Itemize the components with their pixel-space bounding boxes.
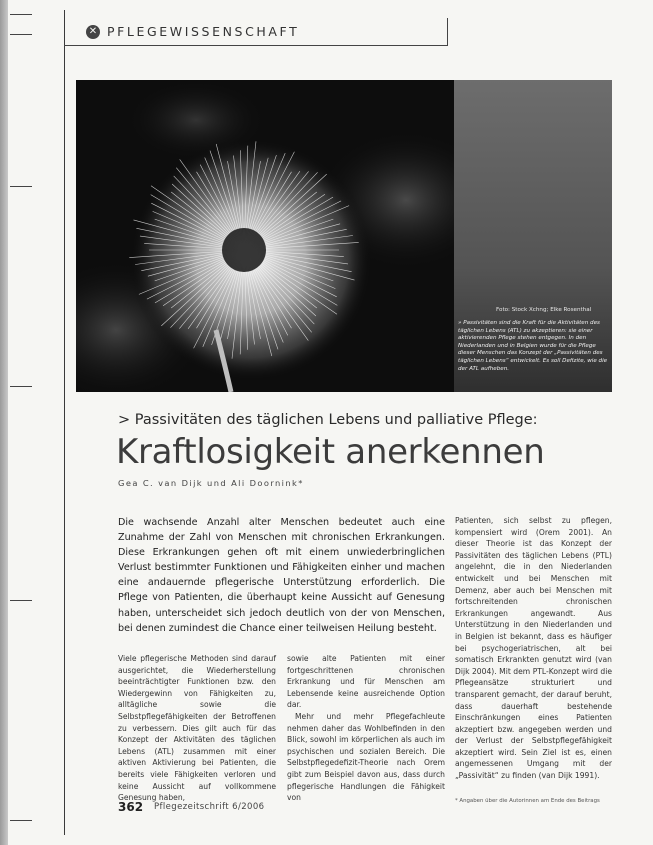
section-logo-icon: ✕ <box>86 25 100 39</box>
article-authors: Gea C. van Dijk und Ali Doornink* <box>118 478 304 488</box>
paragraph: Viele pflegerische Methoden sind darauf ausgerichtet, die Wiederherstellung beeinträchtigter Funktionen bzw. den Wiedergewinn von Fähigkeiten zu, alltägliche sowie die Selbstpflegefähigkeiten der Betroffenen zu verbessern. Dies gilt auch für das Konzept der Aktivitäten des täglichen Lebens (ATL) zusammen mit einer aktiven Aktivierung bei Patienten, die bereits viele Fähigkeiten verloren und keine Aussicht auf vollkommene Genesung haben, <box>118 654 276 803</box>
body-column-2 <box>287 653 445 804</box>
article-lead: Die wachsende Anzahl alter Menschen bedeutet auch eine Zunahme der Zahl von Menschen mit chronischen Erkrankungen. Diese Erkrankungen gehen oft mit einem unwiederbringlichen Verlust bestimmter Funktionen und Fähigkeiten einher und machen eine andauernde pflegerische Unterstützung erforderlich. Die Pflege von Patienten, die überhaupt keine Aussicht auf Genesung haben, unterscheidet sich jedoch deutlich von der von Menschen, bei denen zumindest die Chance einer teilweisen Heilung besteht. <box>118 517 445 634</box>
article-kicker: > Passivitäten des täglichen Lebens und palliative Pflege: <box>118 412 538 428</box>
margin-tick <box>10 820 32 821</box>
section-label: PFLEGEWISSENSCHAFT <box>107 24 300 39</box>
margin-tick <box>10 34 32 35</box>
paragraph: sowie alte Patienten mit einer fortgeschrittenen chronischen Erkrankung und für Menschen am Lebensende keine ausreichende Option dar. <box>287 654 445 710</box>
header-rule <box>64 45 448 46</box>
dandelion-illustration <box>76 80 454 392</box>
body-column-3 <box>455 515 612 782</box>
margin-tick <box>10 386 32 387</box>
margin-tick <box>10 600 32 601</box>
margin-tick <box>10 186 32 187</box>
page-number: 362 <box>118 800 144 814</box>
paragraph: Mehr und mehr Pflegefachleute nehmen daher das Wohlbefinden in den Blick, sowohl im körperlichen als auch im psychischen und sozialen Bereich. Die Selbstpflegedefizit-Theorie nach Orem gibt zum Beispiel davon aus, dass durch pflegerische Handlungen die Fähigkeit von <box>287 711 445 803</box>
header-divider <box>447 18 448 46</box>
dandelion-photo <box>76 80 454 392</box>
journal-name: Pflegezeitschrift 6/2006 <box>154 802 265 812</box>
margin-tick <box>10 14 32 15</box>
author-footnote: * Angaben über die Autorinnen am Ende des Beitrags <box>455 798 600 804</box>
body-column-1 <box>118 653 276 804</box>
binding-shadow <box>0 0 8 845</box>
paragraph: Patienten, sich selbst zu pflegen, kompensiert wird (Orem 2001). An dieser Theorie ist das Konzept der Passivitäten des täglichen Lebens (PTL) angelehnt, die in den Niederlanden entwickelt und bei Menschen mit Demenz, aber auch bei Menschen mit fortschreitenden chronischen Erkrankungen angewandt. Aus Unterstützung in den Niederlanden und in Belgien ist bekannt, dass es häufiger bei psychogeriatrischen, alt bei somatisch Erkrankten genutzt wird (van Dijk 2004). Mit dem PTL-Konzept wird die Pflegeansätze strukturiert und transparent gemacht, der darauf beruht, dass dauerhaft bestehende Einschränkungen eines Patienten akzeptiert bzw. angegeben werden und der Verlust der Selbstpflegefähigkeit akzeptiert wird. Sein Ziel ist es, einen angemessenen Umgang mit der „Passivität“ zu finden (van Dijk 1991). <box>455 516 612 781</box>
photo-caption: » Passivitäten sind die Kraft für die Aktivitäten des täglichen Lebens (ATL) zu akzeptieren: sie einer aktivierenden Pflege stehen entgegen. In den Niederlanden und in Belgien wurde für die Pflege dieser Menschen das Konzept der „Passivitäten des täglichen Lebens“ entwickelt. Es soll Defizite, wie die der ATL aufheben. <box>458 320 608 372</box>
article-title: Kraftlosigkeit anerkennen <box>116 432 545 472</box>
photo-credit: Foto: Stock Xchng; Elke Rosenthal <box>496 307 592 313</box>
margin-rule <box>64 10 65 835</box>
section-header <box>86 24 299 39</box>
